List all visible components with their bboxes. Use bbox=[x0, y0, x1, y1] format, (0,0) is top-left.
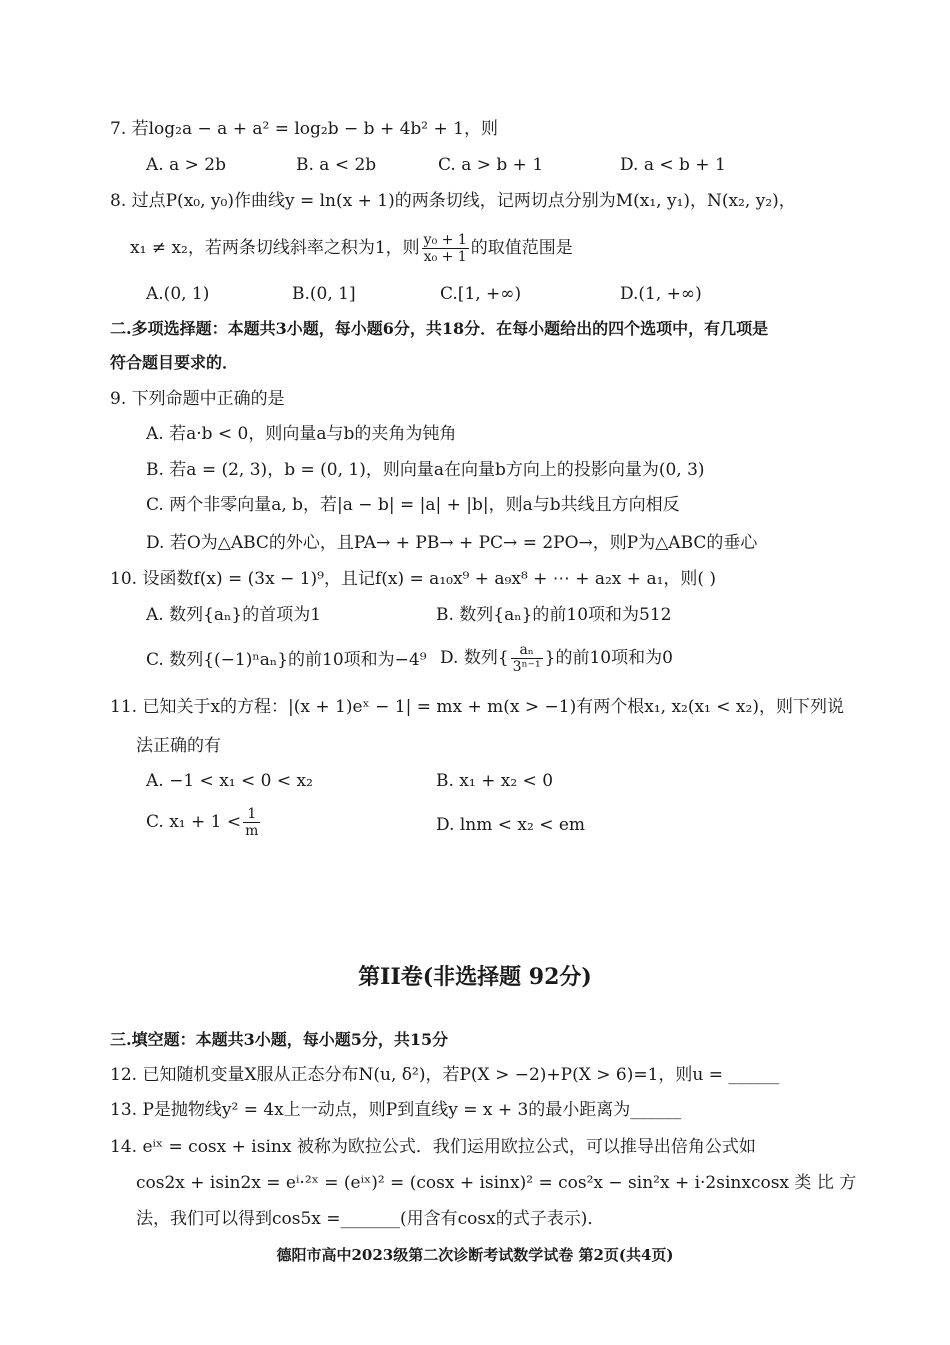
q9-option-d: D. 若O为△ABC的外心，且PA→ + PB→ + PC→ = 2PO→，则P为△ABC的垂心 bbox=[146, 533, 758, 553]
q8-fraction bbox=[422, 232, 469, 265]
q8-fraction-numerator: y₀ + 1 bbox=[423, 232, 467, 248]
section2-heading-cont: 符合题目要求的． bbox=[110, 353, 239, 372]
q9-option-c: C. 两个非零向量a, b，若|a − b| = |a| + |b|，则a与b共线且方向相反 bbox=[146, 495, 680, 515]
q14-line2: cos2x + isin2x = eⁱ·²ˣ = (eⁱˣ)² = (cosx + isinx)² = cos²x − sin²x + i·2sinxcosx 类 比 方 bbox=[136, 1173, 857, 1193]
q7-option-b: B. a < 2b bbox=[296, 155, 377, 175]
q10-fraction bbox=[511, 642, 543, 675]
q11-option-c-pre: C. x₁ + 1 < bbox=[146, 812, 242, 832]
q7-option-a: A. a > 2b bbox=[146, 155, 226, 175]
q14-line1: 14. eⁱˣ = cosx + isinx 被称为欧拉公式．我们运用欧拉公式，可以推导出倍角公式如 bbox=[110, 1137, 756, 1157]
q10-option-d bbox=[440, 642, 673, 675]
q8-fraction-denominator: x₀ + 1 bbox=[423, 249, 467, 265]
q10-option-c: C. 数列{(−1)ⁿaₙ}的前10项和为−4⁹ bbox=[146, 650, 427, 670]
q11-stem-line2: 法正确的有 bbox=[136, 736, 221, 756]
q8-option-c: C.[1, +∞) bbox=[440, 284, 522, 304]
q8-stem-post: 的取值范围是 bbox=[470, 238, 573, 258]
q12: 12. 已知随机变量X服从正态分布N(u, δ²)，若P(X > −2)+P(X > 6)=1，则u = ______ bbox=[110, 1065, 780, 1085]
q8-option-b: B.(0, 1] bbox=[292, 284, 356, 304]
q8-option-a: A.(0, 1) bbox=[146, 284, 210, 304]
part2-title: 第II卷(非选择题 92分) bbox=[358, 964, 592, 990]
q8-option-d: D.(1, +∞) bbox=[620, 284, 702, 304]
q14-line3: 法，我们可以得到cos5x =_______(用含有cosx的式子表示)． bbox=[136, 1209, 605, 1229]
q13: 13. P是抛物线y² = 4x上一动点，则P到直线y = x + 3的最小距离为______ bbox=[110, 1100, 682, 1120]
q10-fraction-numerator: aₙ bbox=[511, 642, 543, 659]
q9-stem: 9. 下列命题中正确的是 bbox=[110, 389, 285, 409]
q11-fraction bbox=[243, 806, 260, 839]
q10-option-d-post: }的前10项和为0 bbox=[544, 648, 673, 668]
q10-option-d-pre: D. 数列{ bbox=[440, 648, 509, 668]
q7-option-c: C. a > b + 1 bbox=[438, 155, 544, 175]
q10-fraction-denominator: 3ⁿ⁻¹ bbox=[512, 659, 541, 675]
q11-option-a: A. −1 < x₁ < 0 < x₂ bbox=[146, 771, 313, 791]
q10-option-a: A. 数列{aₙ}的首项为1 bbox=[146, 605, 322, 625]
q7-stem: 7. 若log₂a − a + a² = log₂b − b + 4b² + 1，则 bbox=[110, 119, 498, 139]
q9-option-b: B. 若a = (2, 3)，b = (0, 1)，则向量a在向量b方向上的投影向量为(0, 3) bbox=[146, 460, 705, 480]
q7-option-d: D. a < b + 1 bbox=[620, 155, 726, 175]
q11-option-c bbox=[146, 806, 262, 839]
page-footer: 德阳市高中2023级第二次诊断考试数学试卷 第2页(共4页) bbox=[276, 1246, 674, 1264]
q11-fraction-numerator: 1 bbox=[243, 806, 260, 823]
q11-stem-line1: 11. 已知关于x的方程：|(x + 1)eˣ − 1| = mx + m(x > −1)有两个根x₁, x₂(x₁ < x₂)，则下列说 bbox=[110, 697, 844, 717]
q11-fraction-denominator: m bbox=[245, 823, 259, 839]
section2-heading: 二.多项选择题：本题共3小题，每小题6分，共18分．在每小题给出的四个选项中，有几项是 bbox=[110, 319, 769, 338]
q8-stem-line1: 8. 过点P(x₀, y₀)作曲线y = ln(x + 1)的两条切线，记两切点分别为M(x₁, y₁)，N(x₂, y₂)， bbox=[110, 191, 796, 211]
section3-heading: 三.填空题：本题共3小题，每小题5分，共15分 bbox=[110, 1030, 449, 1049]
q11-option-d: D. lnm < x₂ < em bbox=[436, 815, 586, 835]
q11-option-b: B. x₁ + x₂ < 0 bbox=[436, 771, 554, 791]
q10-option-b: B. 数列{aₙ}的前10项和为512 bbox=[436, 605, 672, 625]
q8-stem-pre: x₁ ≠ x₂，若两条切线斜率之积为1，则 bbox=[130, 238, 420, 258]
q9-option-a: A. 若a·b < 0，则向量a与b的夹角为钝角 bbox=[146, 424, 457, 444]
q10-stem: 10. 设函数f(x) = (3x − 1)⁹，且记f(x) = a₁₀x⁹ + a₉x⁸ + ⋯ + a₂x + a₁，则( ) bbox=[110, 569, 717, 589]
q8-stem-line2 bbox=[130, 232, 573, 265]
